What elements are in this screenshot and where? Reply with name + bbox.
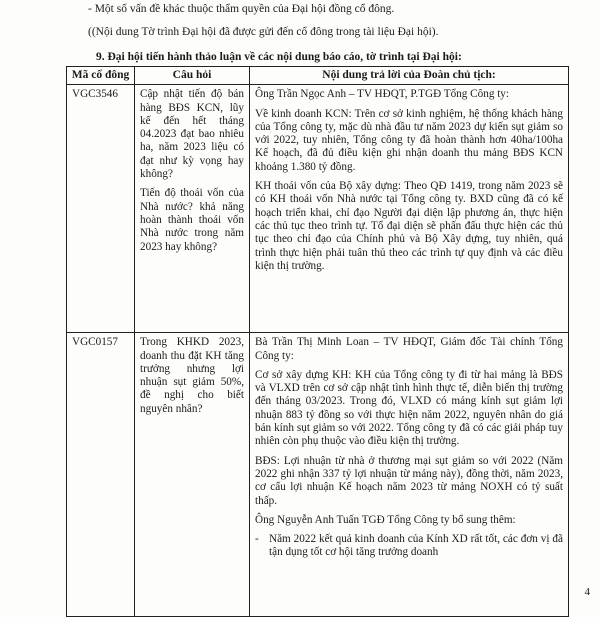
header-shareholder-code: Mã cổ đông [67,67,135,85]
table-row [67,85,569,333]
answer-cell [250,333,569,617]
answer-speaker: Ông Nguyễn Anh Tuấn TGĐ Tổng Công ty bổ sung thêm: [255,513,516,526]
answer-cell [250,85,569,333]
question-text: Trong KHKD 2023, doanh thu đặt KH tăng trưởng nhưng lợi nhuận sụt giảm 50%, đề nghị cho biết nguyên nhân? [140,336,244,415]
table-header-row [67,67,569,85]
answer-speaker: Bà Trần Thị Minh Loan – TV HĐQT, Giám đốc Tài chính Tổng Công ty: [255,336,563,362]
answer-bullet [255,533,563,560]
question-text: Tiến độ thoái vốn của Nhà nước? khả năng hoàn thành thoái vốn Nhà nước trong năm 2023 hay không? [140,187,244,253]
qa-table [66,66,569,617]
question-cell [135,333,250,617]
section-heading: 9. Đại hội tiến hành thảo luận về các nội dung báo cáo, tờ trình tại Đại hội: [96,51,462,63]
intro-line-2: ((Nội dung Tờ trình Đại hội đã được gửi đến cổ đông trong tài liệu Đại hội). [88,26,439,38]
shareholder-code: VGC0157 [67,333,135,617]
answer-speaker: Ông Trần Ngọc Anh – TV HĐQT, P.TGĐ Tổng Công ty: [255,88,510,101]
bullet-dash: - [255,533,259,546]
question-cell [135,85,250,333]
shareholder-code: VGC3546 [67,85,135,333]
question-text: Cập nhật tiến độ bán hàng BĐS KCN, lũy kế đến hết tháng 04.2023 đạt bao nhiêu ha, năm 2023 liệu có đạt như kỳ vọng hay không? [140,88,244,181]
header-question: Câu hỏi [135,67,250,85]
header-answer: Nội dung trả lời của Đoàn chủ tịch: [250,67,569,85]
answer-paragraph: KH thoái vốn của Bộ xây dựng: Theo QĐ 1419, trong năm 2023 sẽ có KH thoái vốn Nhà nước tại Tổng công ty. BXD cũng đã có kế hoạch triển khai, chỉ đạo Người đại diện lập phương án, thực hiện các thủ tục theo trình tự. Tổ đại diện sẽ phấn đấu thực hiện các thủ tục theo chỉ đạo của Chính phủ và Bộ Xây dựng, tuy nhiên, quá trình thực hiện phải tuân thủ theo các trình tự quy định và các điều kiện thị trường. [255,180,563,272]
page-number: 4 [584,586,590,598]
answer-paragraph: Cơ sở xây dựng KH: KH của Tổng công ty đi từ hai mảng là BĐS và VLXD trên cơ sở cập nhật tình hình thực tế, diễn biến thị trường đến tháng 03/2023. Trong đó, VLXD có mảng kính sụt giảm lợi nhuận 883 tỷ đồng so với thực hiện năm 2022, nguyên nhân do giá bán kính sụt giảm so với 2022. Tổng công ty đã có các giải pháp tuy nhiên còn phụ thuộc vào điều kiện thị trường. [255,368,563,448]
answer-paragraph: Về kinh doanh KCN: Trên cơ sở kinh nghiệm, hệ thống khách hàng của Tổng công ty, mặc dù nhà đầu tư năm 2023 dự kiến sụt giảm so với 2022, tuy nhiên, Tổng công ty đã hoàn thành hơn 40ha/100ha Kế hoạch, đã đủ điều kiện ghi nhận doanh thu mảng BĐS KCN khoảng 1.380 tỷ đồng. [255,107,563,173]
answer-paragraph: BĐS: Lợi nhuận từ nhà ở thương mại sụt giảm so với 2022 (Năm 2022 ghi nhận 337 tỷ lợi nhuận từ mảng này), đồng thời, năm 2023, cơ cấu lợi nhuận Kế hoạch năm 2023 từ mảng NOXH có tỷ suất thấp. [255,454,563,507]
table-row [67,333,569,617]
intro-line-1: - Một số vấn đề khác thuộc thẩm quyền của Đại hội đồng cổ đông. [88,3,395,15]
bullet-text: Năm 2022 kết quả kinh doanh của Kính XD rất tốt, các đơn vị đã tận dụng tốt cơ hội tăng trưởng doanh [269,533,563,559]
